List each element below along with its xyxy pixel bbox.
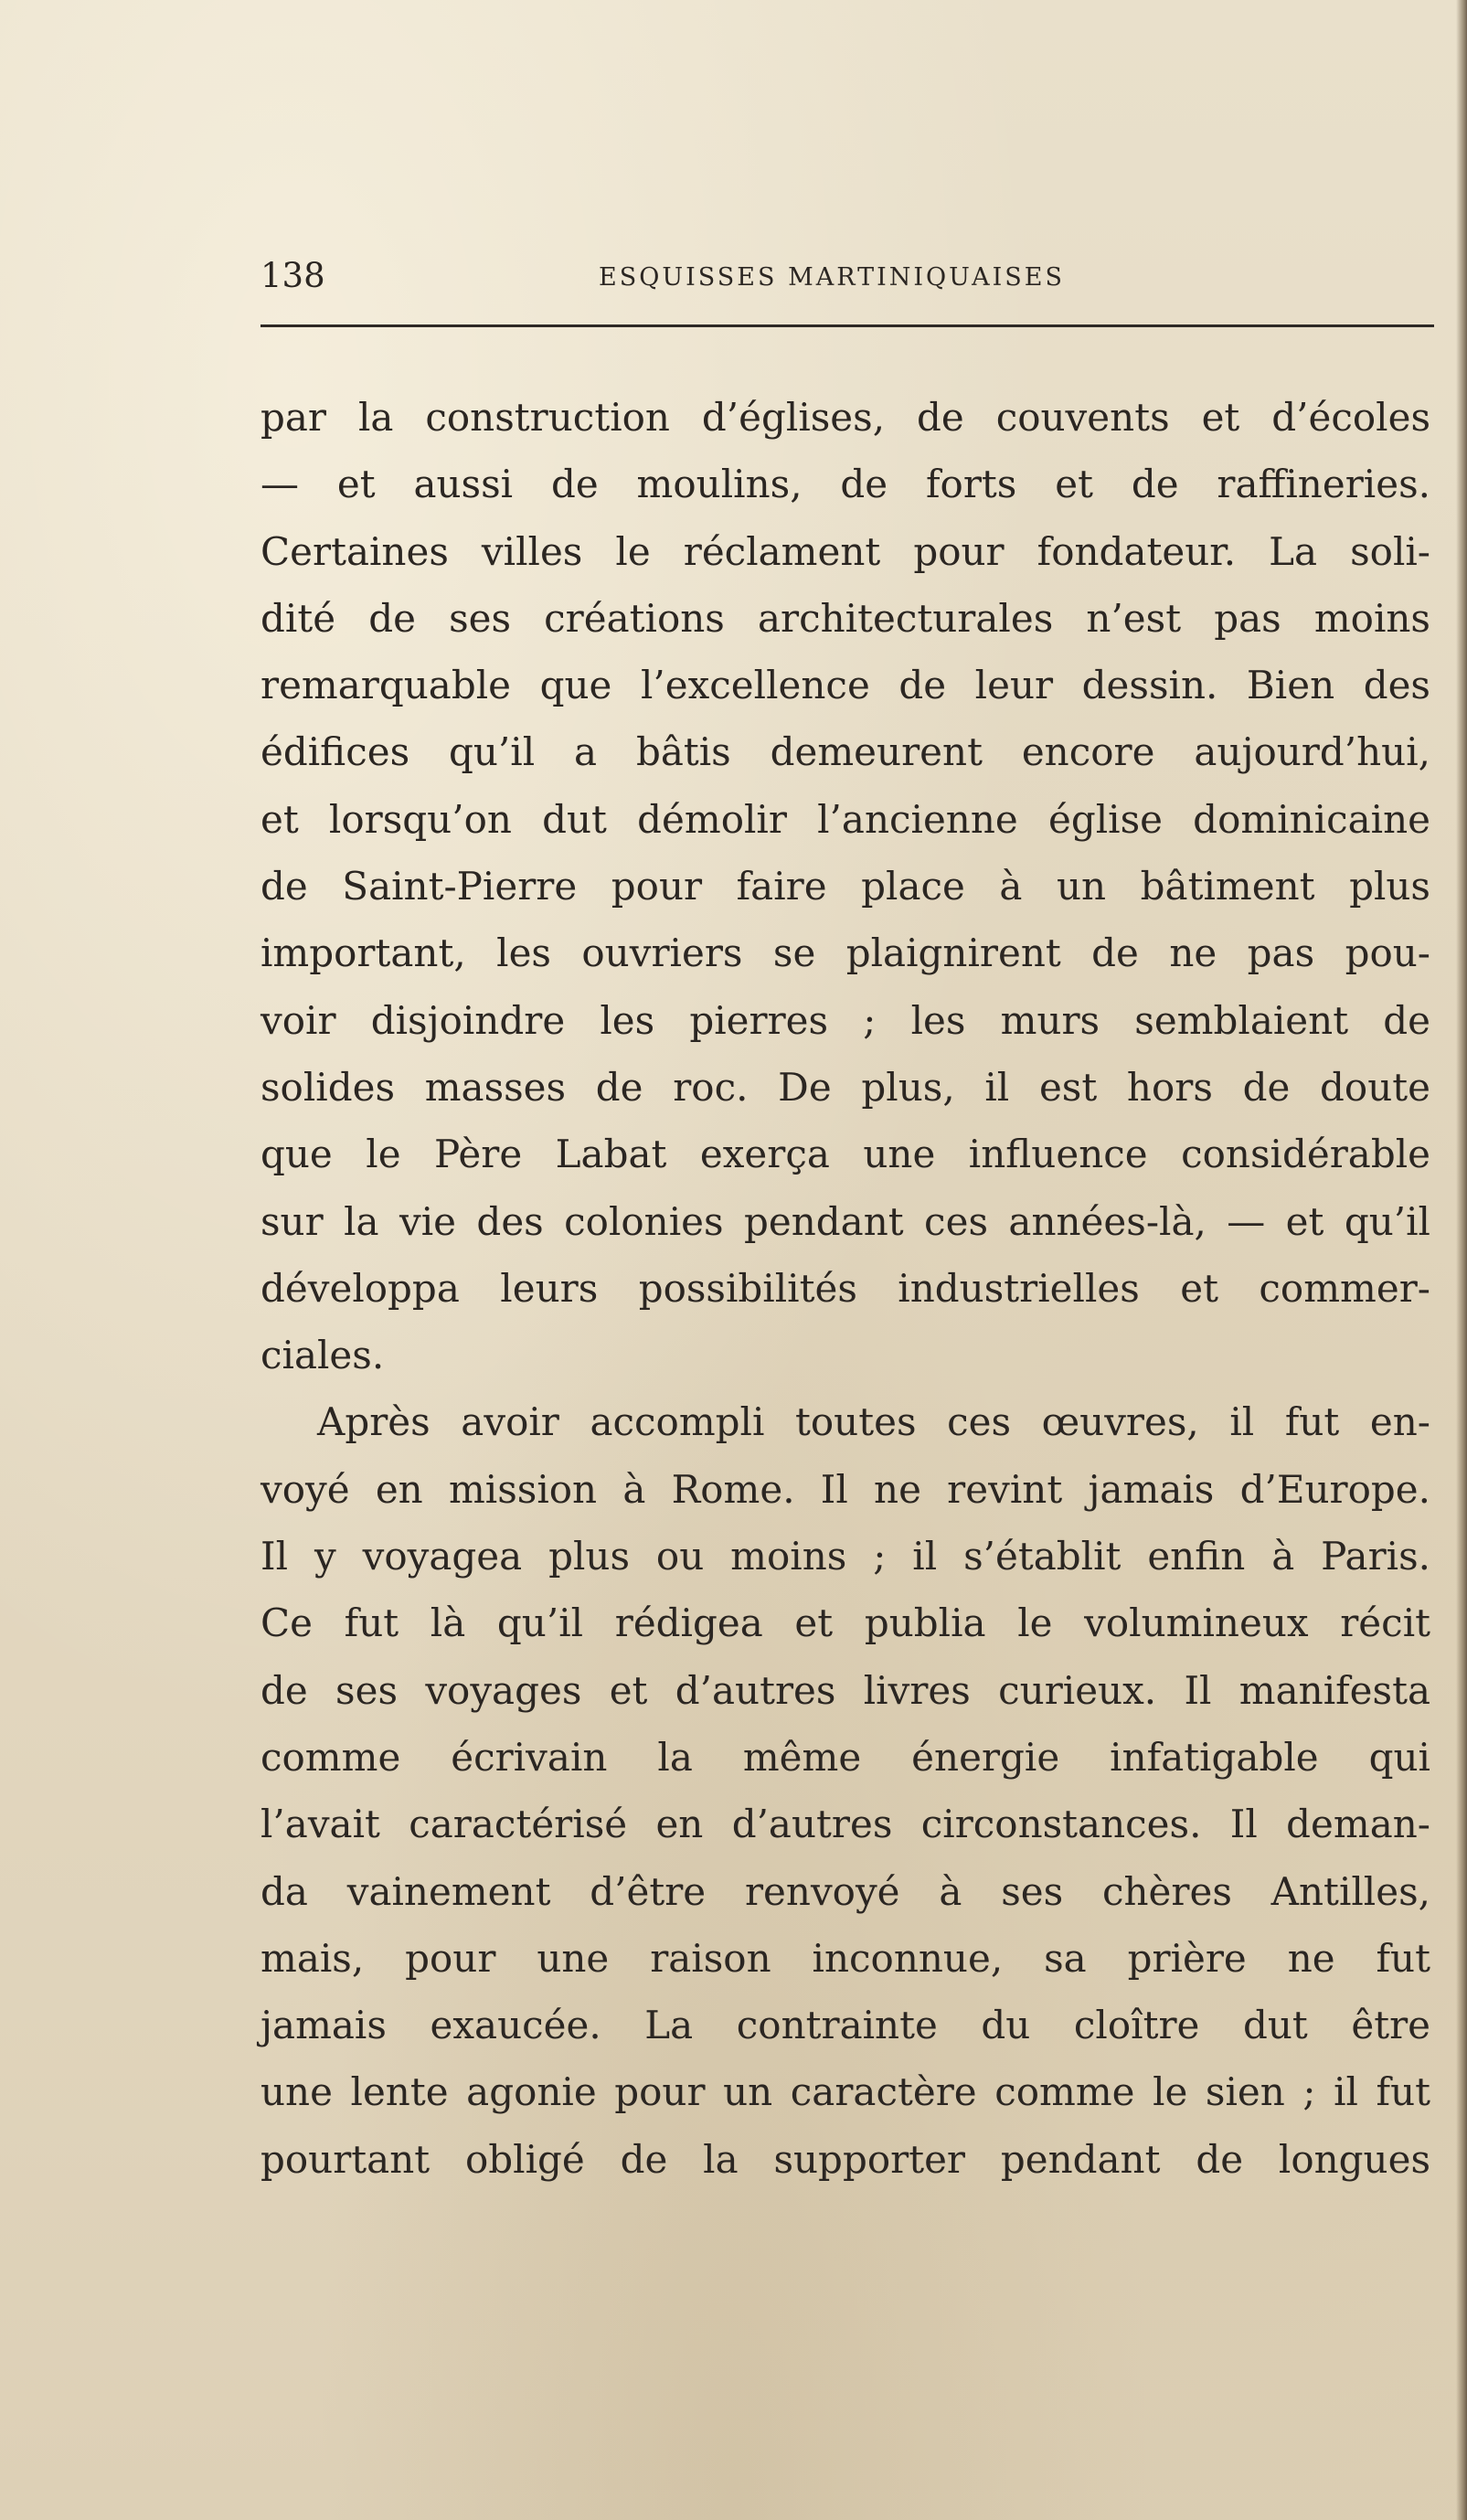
text-line: pourtant obligé de la supporter pendant de longues bbox=[260, 2136, 1430, 2182]
text-line: dité de ses créations architecturales n’est pas moins bbox=[260, 595, 1430, 641]
text-line: sur la vie des colonies pendant ces années-là, — et qu’il bbox=[260, 1198, 1430, 1244]
text-line: important, les ouvriers se plaignirent de ne pas pou- bbox=[260, 930, 1430, 976]
text-line: comme écrivain la même énergie infatigable qui bbox=[260, 1734, 1430, 1780]
text-line: Après avoir accompli toutes ces œuvres, il fut en- bbox=[317, 1399, 1430, 1445]
text-line: da vainement d’être renvoyé à ses chères Antilles, bbox=[260, 1868, 1430, 1914]
page-number: 138 bbox=[260, 256, 325, 295]
text-line: une lente agonie pour un caractère comme le sien ; il fut bbox=[260, 2069, 1430, 2115]
text-line: — et aussi de moulins, de forts et de raffineries. bbox=[260, 462, 1430, 507]
body-text bbox=[260, 384, 1430, 2193]
running-title: ESQUISSES MARTINIQUAISES bbox=[599, 263, 1065, 292]
text-line: jamais exaucée. La contrainte du cloître dut être bbox=[260, 2003, 1430, 2048]
text-line: de ses voyages et d’autres livres curieux. Il manifesta bbox=[260, 1667, 1430, 1713]
text-line: Certaines villes le réclament pour fondateur. La soli- bbox=[260, 528, 1430, 574]
text-line: que le Père Labat exerça une influence considérable bbox=[260, 1132, 1430, 1177]
text-line: développa leurs possibilités industrielles et commer- bbox=[260, 1265, 1430, 1311]
text-line: Il y voyagea plus ou moins ; il s’établit enfin à Paris. bbox=[260, 1534, 1430, 1579]
text-line: édifices qu’il a bâtis demeurent encore aujourd’hui, bbox=[260, 729, 1430, 775]
page-header bbox=[260, 258, 1434, 303]
text-line: ciales. bbox=[260, 1333, 385, 1378]
page-edge-shadow bbox=[1456, 0, 1467, 2520]
text-line: Ce fut là qu’il rédigea et publia le volumineux récit bbox=[260, 1600, 1430, 1646]
text-line: par la construction d’églises, de couvents et d’écoles bbox=[260, 395, 1430, 440]
text-line: remarquable que l’excellence de leur dessin. Bien des bbox=[260, 663, 1430, 708]
text-line: voyé en mission à Rome. Il ne revint jamais d’Europe. bbox=[260, 1466, 1430, 1512]
header-rule bbox=[260, 324, 1434, 327]
text-line: voir disjoindre les pierres ; les murs semblaient de bbox=[260, 997, 1430, 1043]
text-line: mais, pour une raison inconnue, sa prière ne fut bbox=[260, 1935, 1430, 1981]
text-line: et lorsqu’on dut démolir l’ancienne église dominicaine bbox=[260, 796, 1430, 842]
text-line: l’avait caractérisé en d’autres circonstances. Il deman- bbox=[260, 1802, 1430, 1847]
text-line: de Saint-Pierre pour faire place à un bâtiment plus bbox=[260, 864, 1430, 909]
text-line: solides masses de roc. De plus, il est hors de doute bbox=[260, 1064, 1430, 1110]
